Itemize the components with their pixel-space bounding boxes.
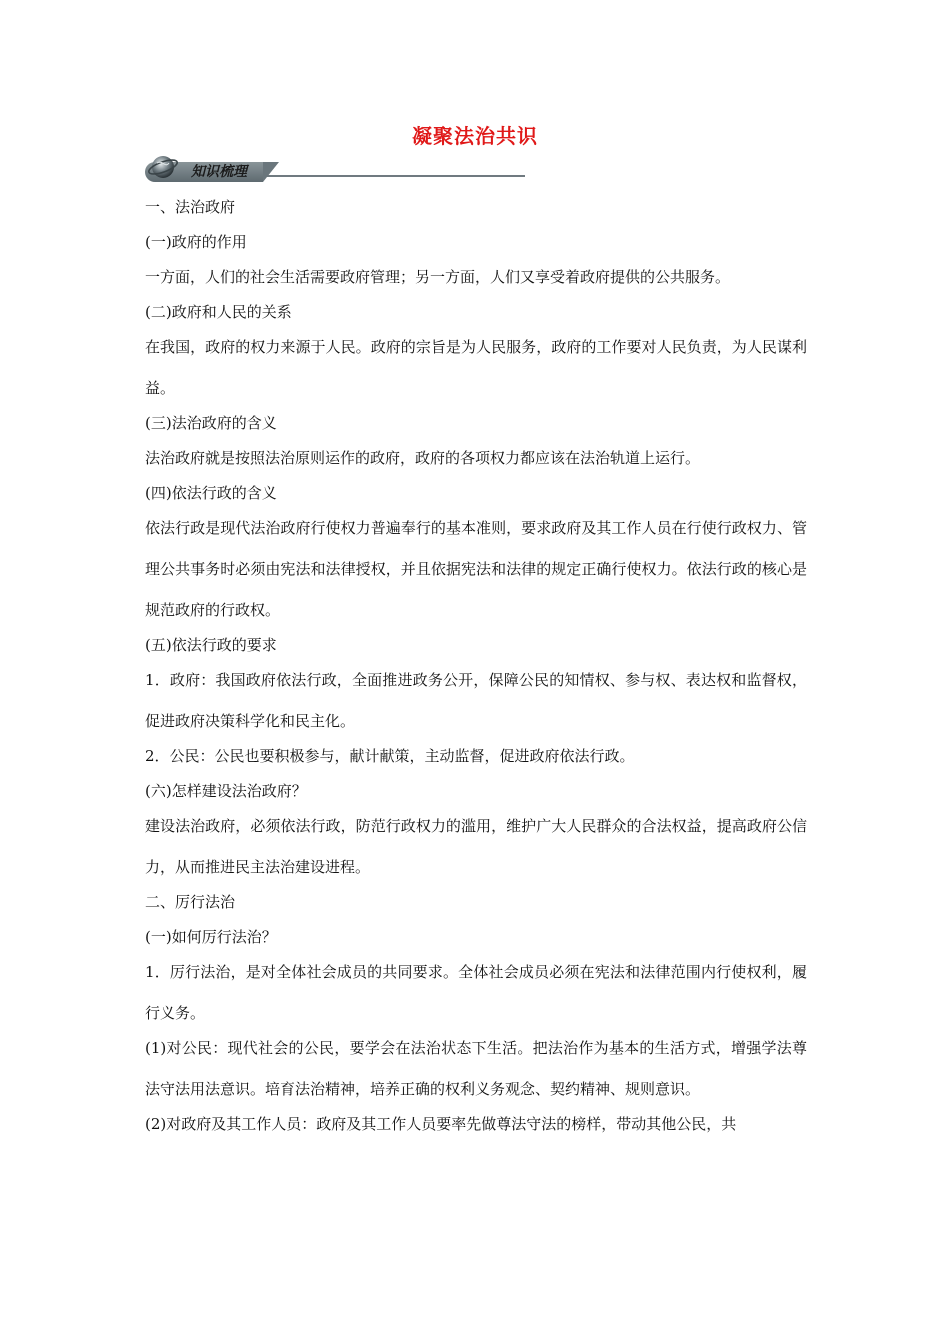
paragraph: 在我国，政府的权力来源于人民。政府的宗旨是为人民服务，政府的工作要对人民负责，为人民谋利益。 — [145, 338, 807, 397]
paragraph: 1．政府：我国政府依法行政，全面推进政务公开，保障公民的知情权、参与权、表达权和监督权，促进政府决策科学化和民主化。 — [145, 671, 807, 730]
paragraph: 依法行政是现代法治政府行使权力普遍奉行的基本准则，要求政府及其工作人员在行使行政权力、管理公共事务时必须由宪法和法律授权，并且依据宪法和法律的规定正确行使权力。依法行政的核心是规范政府的行政权。 — [145, 519, 807, 619]
subheading: (一)如何厉行法治？ — [145, 928, 277, 946]
banner-divider — [245, 175, 525, 177]
section-label: 知识梳理 — [191, 164, 247, 180]
paragraph: (2)对政府及其工作人员：政府及其工作人员要率先做尊法守法的榜样，带动其他公民，共 — [145, 1115, 737, 1133]
section-banner — [145, 150, 525, 186]
paragraph: 法治政府就是按照法治原则运作的政府，政府的各项权力都应该在法治轨道上运行。 — [145, 449, 701, 467]
paragraph: 建设法治政府，必须依法行政，防范行政权力的滥用，维护广大人民群众的合法权益，提高政府公信力，从而推进民主法治建设进程。 — [145, 817, 807, 876]
subheading: (三)法治政府的含义 — [145, 414, 277, 432]
globe-icon — [147, 150, 179, 182]
subheading: (六)怎样建设法治政府？ — [145, 782, 307, 800]
paragraph: 1．厉行法治，是对全体社会成员的共同要求。全体社会成员必须在宪法和法律范围内行使权利，履行义务。 — [145, 963, 807, 1022]
document-body — [145, 196, 807, 1148]
page-title: 凝聚法治共识 — [412, 124, 538, 148]
subheading: (二)政府和人民的关系 — [145, 303, 292, 321]
subheading: (四)依法行政的含义 — [145, 484, 277, 502]
paragraph: 一方面，人们的社会生活需要政府管理；另一方面，人们又享受着政府提供的公共服务。 — [145, 268, 731, 286]
paragraph: (1)对公民：现代社会的公民，要学会在法治状态下生活。把法治作为基本的生活方式，增强学法尊法守法用法意识。培育法治精神，培养正确的权利义务观念、契约精神、规则意识。 — [145, 1039, 807, 1098]
subheading: (一)政府的作用 — [145, 233, 247, 251]
subheading: (五)依法行政的要求 — [145, 636, 277, 654]
paragraph: 2．公民：公民也要积极参与，献计献策，主动监督，促进政府依法行政。 — [145, 747, 635, 765]
heading-2: 二、厉行法治 — [145, 893, 236, 911]
heading-1: 一、法治政府 — [145, 198, 236, 216]
